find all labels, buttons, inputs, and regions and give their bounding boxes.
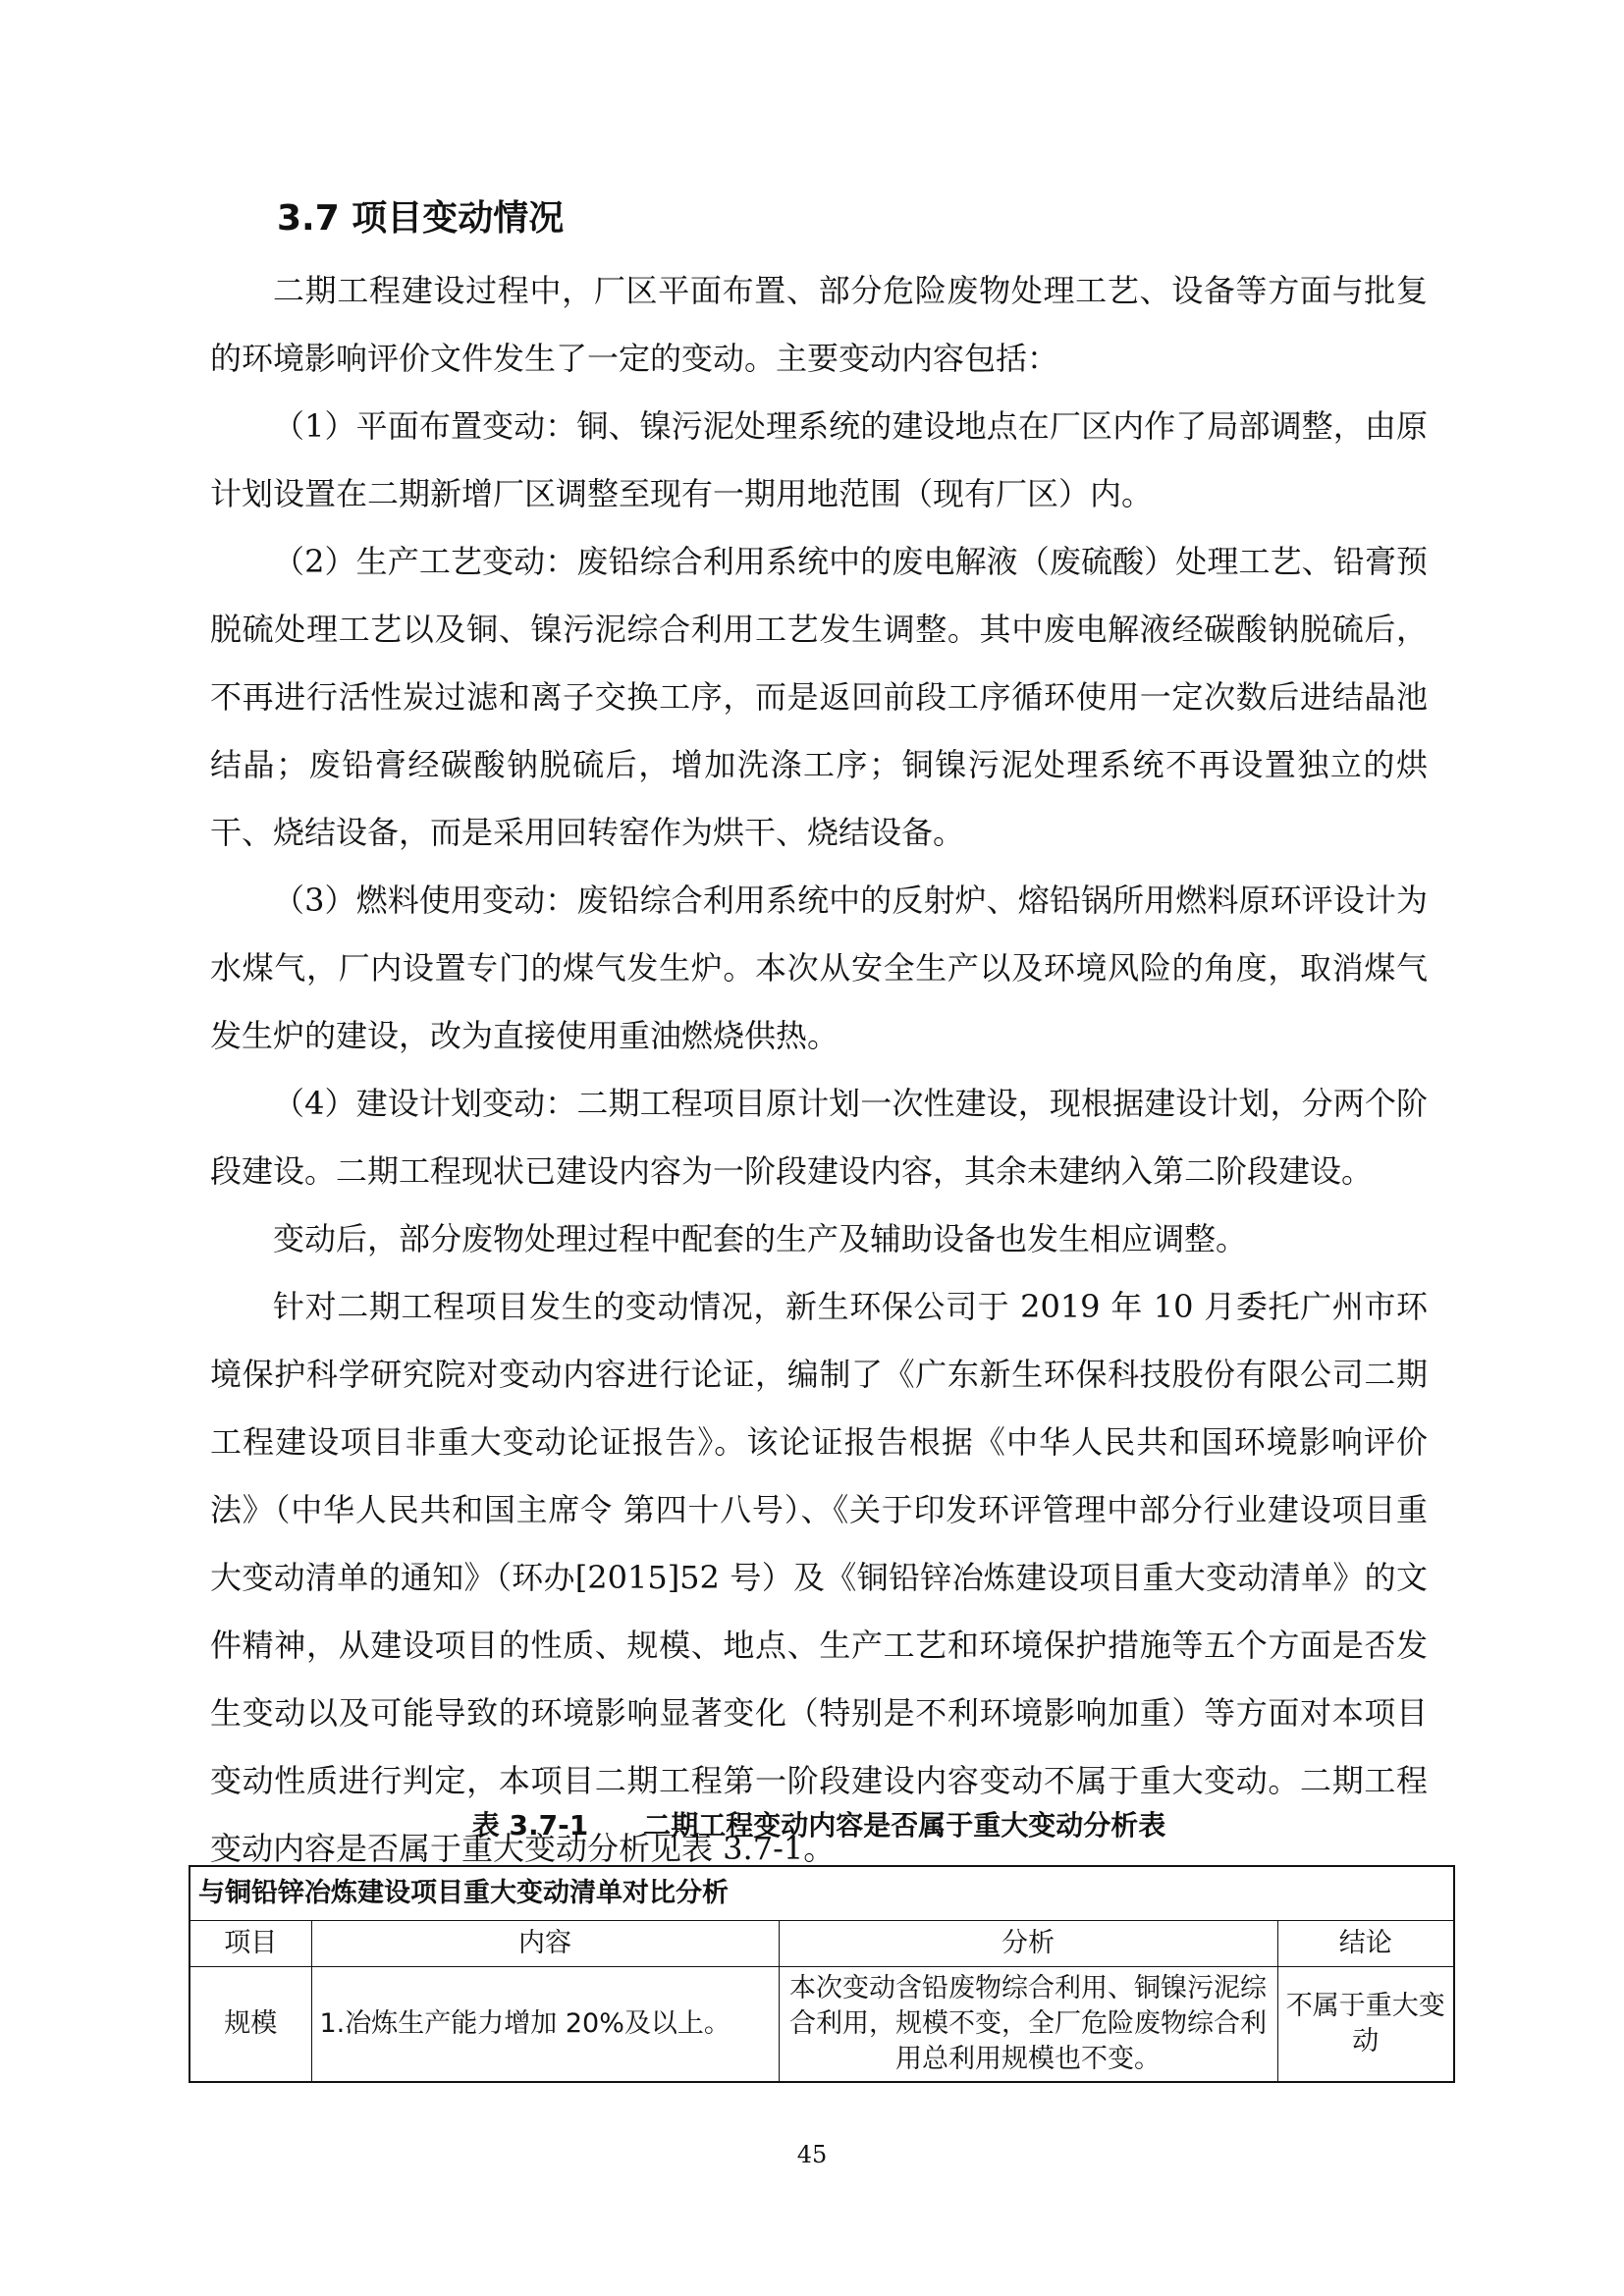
paragraph-layout-change: （1）平面布置变动：铜、镍污泥处理系统的建设地点在厂区内作了局部调整，由原计划设置在二期新增厂区调整至现有一期用地范围（现有厂区）内。	[210, 407, 1428, 512]
table-title-row	[189, 1866, 1454, 1921]
page-number: 45	[796, 2141, 828, 2168]
paragraph-plan-change: （4）建设计划变动：二期工程项目原计划一次性建设，现根据建设计划，分两个阶段建设。二期工程现状已建设内容为一阶段建设内容，其余未建纳入第二阶段建设。	[210, 1085, 1428, 1190]
cell-analysis: 本次变动含铅废物综合利用、铜镍污泥综合利用，规模不变，全厂危险废物综合利用总利用规模也不变。	[779, 1967, 1277, 2083]
table-row	[189, 1967, 1454, 2083]
column-header-analysis: 分析	[779, 1921, 1277, 1967]
analysis-table-wrapper	[189, 1865, 1453, 2083]
cell-item: 规模	[189, 1967, 311, 2083]
cell-content: 1.冶炼生产能力增加 20%及以上。	[311, 1967, 779, 2083]
table-title: 与铜铅锌冶炼建设项目重大变动清单对比分析	[189, 1866, 1454, 1921]
paragraph-assessment: 针对二期工程项目发生的变动情况，新生环保公司于 2019 年 10 月委托广州市环境保护科学研究院对变动内容进行论证，编制了《广东新生环保科技股份有限公司二期工程建设项目非重大变动论证报告》。该论证报告根据《中华人民共和国环境影响评价法》（中华人民共和国主席令 第四十八号）、《关于印发环评管理中部分行业建设项目重大变动清单的通知》（环办[2015]52 号）及《铜铅锌冶炼建设项目重大变动清单》的文件精神，从建设项目的性质、规模、地点、生产工艺和环境保护措施等五个方面是否发生变动以及可能导致的环境影响显著变化（特别是不利环境影响加重）等方面对本项目变动性质进行判定，本项目二期工程第一阶段建设内容变动不属于重大变动。二期工程变动内容是否属于重大变动分析见表 3.7-1。	[210, 1288, 1428, 1867]
paragraph-process-change: （2）生产工艺变动：废铅综合利用系统中的废电解液（废硫酸）处理工艺、铅膏预脱硫处理工艺以及铜、镍污泥综合利用工艺发生调整。其中废电解液经碳酸钠脱硫后，不再进行活性炭过滤和离子交换工序，而是返回前段工序循环使用一定次数后进结晶池结晶；废铅膏经碳酸钠脱硫后，增加洗涤工序；铜镍污泥处理系统不再设置独立的烘干、烧结设备，而是采用回转窑作为烘干、烧结设备。	[210, 543, 1428, 851]
analysis-table	[189, 1865, 1455, 2083]
table-header-row	[189, 1921, 1454, 1967]
paragraph-equipment-change: 变动后，部分废物处理过程中配套的生产及辅助设备也发生相应调整。	[273, 1220, 1248, 1257]
column-header-item: 项目	[189, 1921, 311, 1967]
column-header-conclusion: 结论	[1277, 1921, 1454, 1967]
cell-conclusion: 不属于重大变动	[1277, 1967, 1454, 2083]
paragraph-intro: 二期工程建设过程中，厂区平面布置、部分危险废物处理工艺、设备等方面与批复的环境影响评价文件发生了一定的变动。主要变动内容包括：	[210, 272, 1428, 377]
table-caption: 表 3.7-1 二期工程变动内容是否属于重大变动分析表	[471, 1809, 1166, 1842]
section-heading: 3.7 项目变动情况	[277, 198, 565, 239]
paragraph-fuel-change: （3）燃料使用变动：废铅综合利用系统中的反射炉、熔铅锅所用燃料原环评设计为水煤气，厂内设置专门的煤气发生炉。本次从安全生产以及环境风险的角度，取消煤气发生炉的建设，改为直接使用重油燃烧供热。	[210, 881, 1428, 1054]
body-text	[210, 257, 1428, 1883]
column-header-content: 内容	[311, 1921, 779, 1967]
